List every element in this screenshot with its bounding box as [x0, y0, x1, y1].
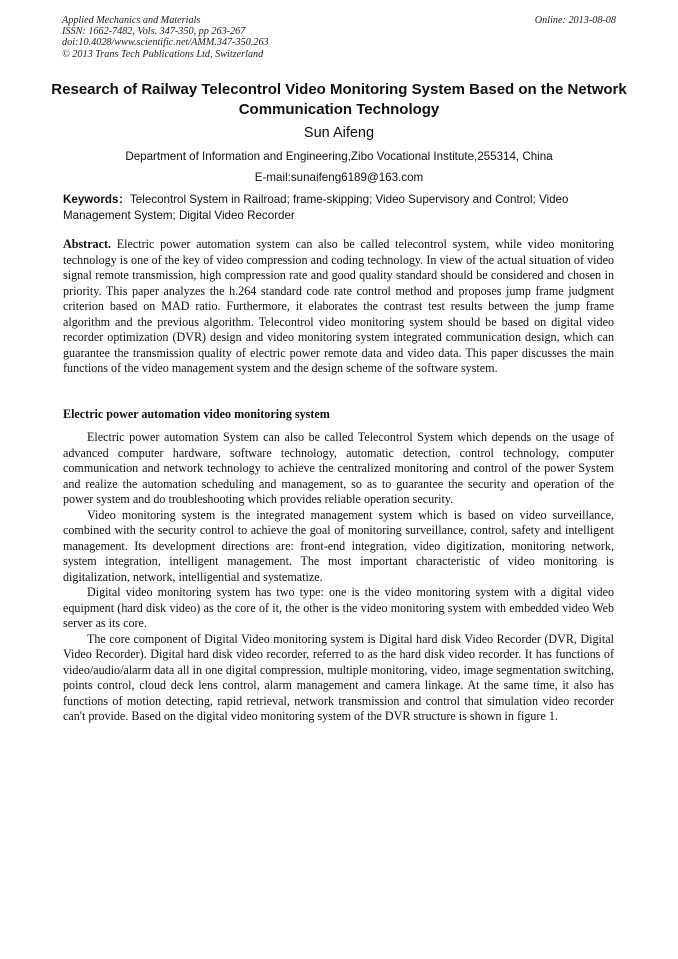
online-date: Online: 2013-08-08: [534, 15, 616, 26]
abstract: [63, 237, 614, 377]
body-paragraph: Digital video monitoring system has two type: one is the video monitoring system with a digital video equipment (hard disk video) as the core of it, the other is the video monitoring system with embedded video Web server as its core.: [63, 585, 614, 630]
keywords: [63, 192, 614, 223]
copyright-line: © 2013 Trans Tech Publications Ltd, Switzerland: [62, 48, 264, 60]
issn-line: ISSN: 1662-7482, Vols. 347-350, pp 263-267: [62, 26, 246, 38]
affiliation: Department of Information and Engineering,Zibo Vocational Institute,255314, China: [125, 150, 553, 163]
journal-name: Applied Mechanics and Materials: [62, 15, 201, 26]
author-email: E-mail:sunaifeng6189@163.com: [254, 171, 424, 184]
doi-line: doi:10.4028/www.scientific.net/AMM.347-350.263: [62, 37, 269, 49]
section-heading: Electric power automation video monitoring system: [63, 407, 330, 421]
keywords-text: Telecontrol System in Railroad; frame-skipping; Video Supervisory and Control; Video Management System; Digital Video Recorder: [63, 193, 569, 222]
abstract-text: Electric power automation system can also be called telecontrol system, while video monitoring technology is one of the key of video compression and coding technology. In view of the actual situation of video signal remote transmission, high compression rate and good quality standard should be considered and chosen in priority. This paper analyzes the h.264 standard code rate control method and proposes jump frame judgment criterion based on MAD ratio. Furthermore, it elaborates the contrast test results between the jump frame algorithm and the previous algorithm. Telecontrol video monitoring system should be based on digital video recorder optimization (DVR) design and video monitoring system integrated communication design, which can guarantee the transmission quality of electric power remote data and video data. This paper discusses the main functions of the video management system and the design scheme of the software system.: [63, 237, 614, 375]
section-body: [63, 430, 614, 725]
body-paragraph: The core component of Digital Video monitoring system is Digital hard disk Video Recorder (DVR, Digital Video Recorder). Digital hard disk video recorder, referred to as the hard disk video recorder. It has functions of video/audio/alarm data all in one digital compression, multiple monitoring, video, image segmentation switching, points control, cloud deck lens control, alarm management and camera linkage. At the same time, it also has functions of motion detecting, rapid retrieval, network transmission and control that simulation video recorder can't provide. Based on the digital video monitoring system of the DVR structure is shown in figure 1.: [63, 631, 614, 723]
body-paragraph: Video monitoring system is the integrated management system which is based on video surveillance, combined with the security control to achieve the goal of monitoring surveillance, control, safety and intelligent management. Its development directions are: front-end integration, video digitization, monitoring network, system integration, intelligent management. The most important characteristic of video monitoring is digitalization, network, intelligential and systematize.: [63, 507, 614, 584]
journal-header: [62, 15, 616, 60]
keywords-label: Keywords：: [63, 193, 131, 206]
body-paragraph: Electric power automation System can also be called Telecontrol System which depends on the usage of advanced computer hardware, software technology, automatic detection, control technology, computer communication and network technology to achieve the centralized monitoring and control of the power System and realize the automation scheduling and management, so as to guarantee the security and operation of the power system and do troubleshooting which provides reliable operation security.: [63, 430, 614, 506]
abstract-label: Abstract.: [63, 237, 112, 251]
paper-title: Research of Railway Telecontrol Video Monitoring System Based on the Network Communication Technology: [51, 81, 627, 118]
author-name: Sun Aifeng: [303, 125, 375, 141]
